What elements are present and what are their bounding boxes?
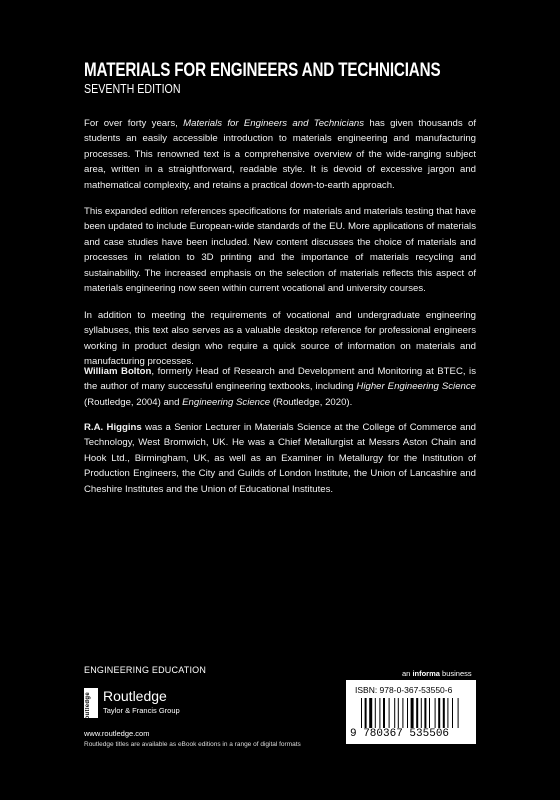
blurb-paragraph-2: This expanded edition references specifications for materials and materials testing that have been updated to include European-wide standards of the EU. More applications of materials and case studies have been included. New content discusses the choice of materials and processes in relation to 3D printing and the importance of materials recycling and sustainability. The increased emphasis on the selection of materials reflects this aspect of materials engineering now seen within current vocational and university courses.: [84, 206, 476, 295]
barcode-digits: 9 780367 535506: [350, 728, 450, 740]
author-bio-higgins: [84, 420, 476, 497]
barcode-panel: [346, 680, 476, 744]
isbn-label: ISBN: 978-0-367-53550-6: [355, 685, 453, 695]
higgins-text: was a Senior Lecturer in Materials Science at the College of Commerce and Technology, West Bromwich, UK. He was a Chief Metallurgist at Messrs Aston Chain and Hook Ltd., Birmingham, UK, as well as an Examiner in Metallurgy for the Institution of Production Engineers, the City and Guilds of London Institute, the Union of Lancashire and Cheshire Institutes and the Union of Educational Institutes.: [84, 422, 477, 495]
bolton-text-2: (Routledge, 2004) and: [84, 396, 183, 408]
blurb-p1-post: has given thousands of students an easily accessible introduction to materials engineering and manufacturing processes. This renowned text is a comprehensive overview of the wide-ranging subject area, written in a straightforward, readable style. It is devoid of excessive jargon and mathematical complexity, and retains a practical down-to-earth approach.: [84, 118, 477, 191]
book-title: MATERIALS FOR ENGINEERS AND TECHNICIANS: [84, 59, 441, 81]
publisher-name: Routledge: [103, 688, 167, 704]
publisher-website: www.routledge.com: [84, 729, 150, 738]
ebook-note: Routledge titles are available as eBook editions in a range of digital formats: [84, 741, 301, 748]
blurb-p1-pre: For over forty years,: [84, 118, 184, 129]
bolton-text-1: , formerly Head of Research and Development and Monitoring at BTEC, is the author of many successful engineering textbooks, including: [84, 366, 476, 393]
series-label: ENGINEERING EDUCATION: [84, 665, 207, 675]
author-name-higgins: R.A. Higgins: [84, 422, 142, 433]
bolton-text-3: (Routledge, 2020).: [270, 396, 353, 408]
publisher-group: Taylor & Francis Group: [103, 706, 180, 715]
routledge-logo-icon: Routledge: [84, 688, 98, 718]
bolton-book-2: Engineering Science: [182, 396, 271, 408]
blurb-paragraph-1: [84, 116, 476, 193]
author-name-bolton: William Bolton: [84, 366, 152, 377]
informa-tagline: an informa business: [402, 669, 472, 678]
book-title-italic: Materials for Engineers and Technicians: [183, 118, 365, 129]
edition-label: SEVENTH EDITION: [84, 81, 181, 96]
bolton-book-1: Higher Engineering Science: [356, 381, 476, 393]
blurb-paragraph-3: In addition to meeting the requirements of vocational and undergraduate engineering syllabuses, this text also serves as a valuable desktop reference for professional engineers working in product design who require a quick source of information on materials and manufacturing processes.: [84, 310, 476, 368]
author-bio-bolton: [84, 364, 476, 410]
barcode-icon: [361, 698, 461, 728]
